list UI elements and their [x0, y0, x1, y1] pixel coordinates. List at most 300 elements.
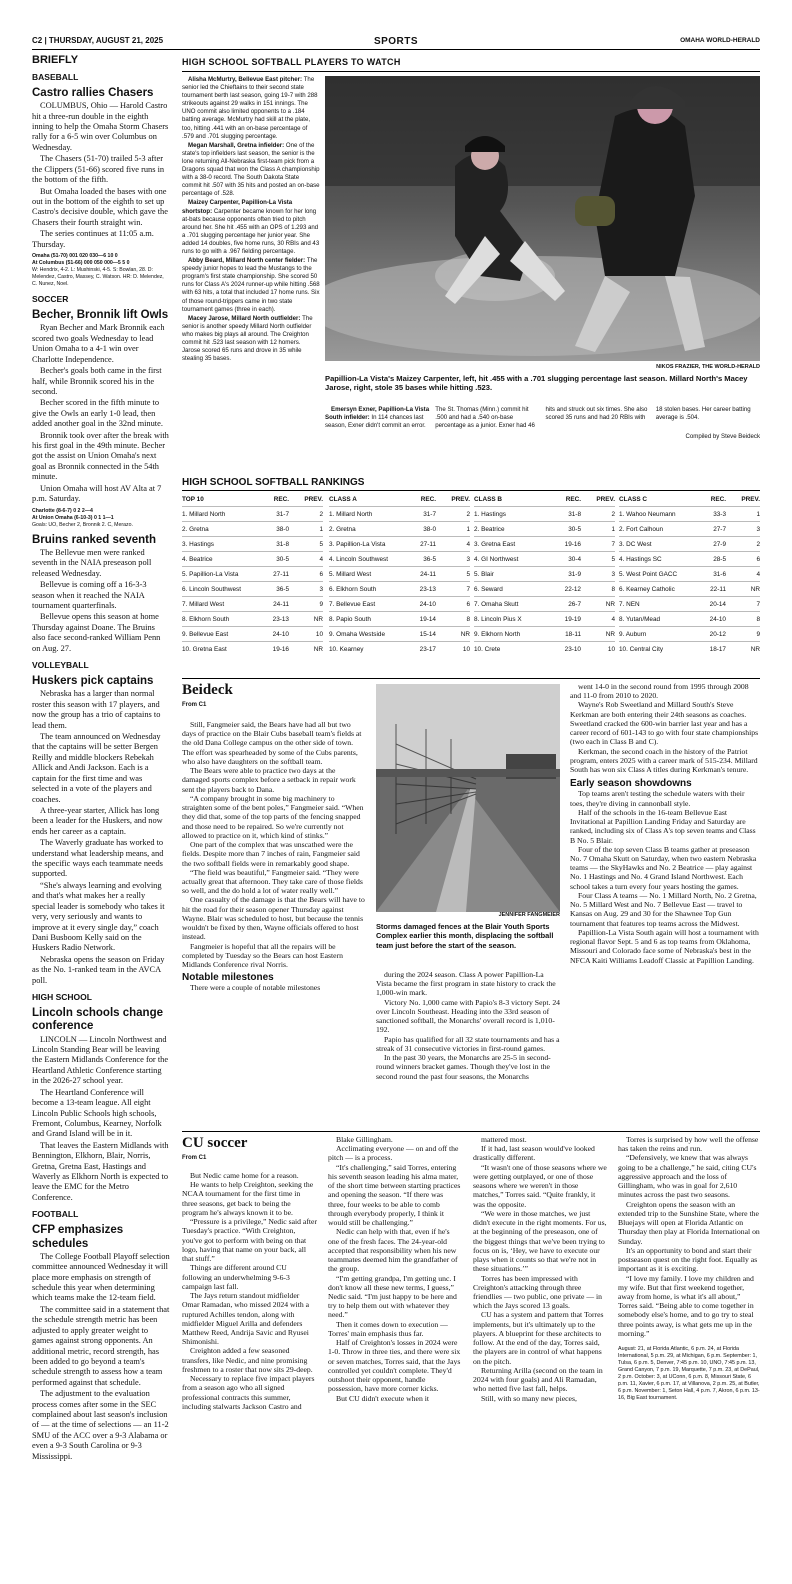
- team-record: 20-12: [709, 630, 726, 638]
- rec-header: REC.: [420, 496, 436, 503]
- beideck-text-3: [570, 682, 760, 774]
- beideck-text-2: [376, 970, 560, 1120]
- volleyball-story: [32, 689, 170, 986]
- ranking-row: [182, 641, 323, 656]
- soccer-headline: Becher, Bronnik lift Owls: [32, 309, 169, 322]
- team-name: 3. Hastings: [182, 540, 214, 548]
- beideck-col1: [182, 682, 365, 1122]
- team-record: 33-3: [713, 510, 726, 518]
- cu-col1: [182, 1135, 317, 1580]
- fence-photo: [376, 684, 560, 912]
- team-record: 36-5: [276, 585, 289, 593]
- highschool-story: [32, 1035, 170, 1204]
- ranking-row: [474, 596, 615, 611]
- paragraph: LINCOLN — Lincoln Northwest and Lincoln Standing Bear will be leaving the Eastern Midlands Conference for the Heartland Athletic Conference starting in the 2026-27 school year.: [32, 1034, 169, 1086]
- beideck-text-1: [182, 720, 365, 969]
- paragraph: Necessary to replace five impact players from a season ago who all signed professional contracts this summer, including stalwarts Jackson Castro and: [182, 1374, 315, 1411]
- ranking-row: [329, 506, 470, 521]
- ranking-row: [182, 581, 323, 596]
- ranking-row: [329, 611, 470, 626]
- team-name: 2. Beatrice: [474, 525, 505, 533]
- early-season-headline: Early season showdowns: [570, 778, 692, 790]
- player-text: One of the state's top infielders last season, the senior is the lone returning All-Nebraska first-team pick from a Dragons squad that won the Class A championship with a 38-0 record. The South Dakota State commit hit .507 with 35 hits and posted an on-base percentage of .528.: [182, 141, 320, 198]
- previous-rank: NR: [313, 615, 323, 623]
- player-text: The senior led the Chieftains to their second state tournament berth last season, going 19-7 with 288 strikeouts against 29 walks in 151 innings. The UNO commit also limited opponents to a .184 batting average. McMurtry had skill at the plate, too, hitting .441 with an on-base percentage of .579 and .701 slugging percentage.: [182, 76, 318, 140]
- notable-headline: Notable milestones: [182, 972, 274, 984]
- ranking-row: [329, 626, 470, 641]
- football-headline: CFP emphasizes schedules: [32, 1224, 124, 1250]
- team-record: 27-11: [273, 570, 289, 578]
- rec-header: REC.: [710, 496, 726, 503]
- paragraph: But Omaha loaded the bases with one out in the bottom of the eighth to set up Castro's decisive double, which gave the Chasers their fourth straight win.: [32, 186, 168, 227]
- highschool-label: HIGH SCHOOL: [32, 992, 92, 1003]
- team-name: 1. Hastings: [474, 510, 506, 518]
- previous-rank: NR: [313, 645, 323, 653]
- page-number: C2: [32, 36, 43, 45]
- team-name: 9. Omaha Westside: [329, 630, 386, 638]
- beideck-jump: From C1: [182, 702, 207, 708]
- cu-text-1: [182, 1171, 317, 1411]
- team-record: 30-5: [276, 555, 289, 563]
- team-name: 4. Beatrice: [182, 555, 213, 563]
- team-record: 20-14: [709, 600, 726, 608]
- softball-photo-caption: Papillion-La Vista's Maizey Carpenter, left, hit .455 with a .701 slugging percentage last season. Millard North's Macey Jarose, right, stole 35 bases while hitting .523.: [325, 374, 748, 393]
- previous-rank: 10: [462, 645, 470, 653]
- paragraph: “The field was beautiful,” Fangmeier said. “They were actually great that afternoon. They take care of those fields so well, and the do hold a lot of water really well.”: [182, 867, 363, 896]
- ranking-row: [619, 536, 760, 551]
- team-name: 6. Elkhorn South: [329, 585, 377, 593]
- ranking-table: [474, 493, 615, 658]
- team-name: 9. Auburn: [619, 630, 647, 638]
- paragraph: Still, with so many new pieces,: [481, 1393, 577, 1403]
- paragraph: mattered most.: [481, 1135, 527, 1144]
- ranking-row: [619, 626, 760, 641]
- previous-rank: 3: [611, 570, 615, 578]
- team-record: 18-17: [709, 645, 726, 653]
- paragraph: Nedic can help with that, even if he's one of the fresh faces. The 24-year-old accepted that responsibility when his new teammates deemed him the grandfather of the group.: [328, 1227, 458, 1274]
- team-name: 3. Gretna East: [474, 540, 516, 548]
- paragraph: Acclimating everyone — on and off the pitch — is a process.: [328, 1144, 459, 1163]
- paragraph: Bronnik took over after the break with his first goal in the 49th minute. Becher got the assist on Union Omaha's next goal as Bronnik connected in the 54th minute.: [32, 430, 169, 482]
- team-name: 2. Gretna: [182, 525, 209, 533]
- paragraph: “Pressure is a privilege,” Nedic said after Tuesday's practice. “With Creighton, you've got to perform with being on that logo, having that name on your back, all that stuff.”: [182, 1217, 317, 1264]
- team-name: 5. Millard West: [329, 570, 372, 578]
- beideck-col3: [570, 682, 760, 1122]
- team-name: 6. Lincoln Southwest: [182, 585, 241, 593]
- players-topic: HIGH SCHOOL SOFTBALL PLAYERS TO WATCH: [182, 57, 401, 67]
- player-text: The senior is another speedy Millard North outfielder who makes big plays all around. The Creighton commit hit .523 last season with 12 homers. Jarose scored 65 runs and drove in 35 while stealing 35 bases.: [182, 314, 313, 363]
- ranking-row: [474, 506, 615, 521]
- player-entry: [182, 142, 320, 199]
- paragraph: Returning Arilla (second on the team in 2024 with four goals) and Ali Ramadan, who netted five last fall, helps.: [473, 1365, 603, 1394]
- previous-rank: 3: [319, 585, 323, 593]
- paragraph: Bellevue is coming off a 16-3-3 season when it reached the NAIA tournament quarterfinals.: [32, 580, 147, 610]
- paragraph: Becher scored in the fifth minute to give the Owls an early 1-0 lead, then added another goal in the 32nd minute.: [32, 398, 163, 429]
- paragraph: The Jays return standout midfielder Omar Ramadan, who missed 2024 with a ruptured Achilles tendon, along with midfielder Miguel Arilla and defenders Matthew Reed, Andrija Savic and Ryusei Shimonishi.: [182, 1291, 310, 1347]
- paragraph: during the 2024 season. Class A power Papillion-La Vista became the first program in state history to crack the 1,000-win mark.: [376, 970, 556, 998]
- previous-rank: 7: [466, 585, 470, 593]
- player-entry: [182, 199, 320, 256]
- team-name: 7. Omaha Skutt: [474, 600, 519, 608]
- beideck-headline: Beideck: [182, 682, 233, 698]
- team-record: 18-11: [565, 630, 581, 638]
- team-name: 5. Blair: [474, 570, 494, 578]
- beideck-rule: [182, 678, 760, 679]
- previous-rank: 3: [466, 555, 470, 563]
- paragraph: The committee said in a statement that the schedule strength metric has been adjusted to apply greater weight to games against strong opponents. An additional metric, record strength, has been added to go beyond a team's schedule strength to assess how a team performed against that schedule.: [32, 1304, 170, 1387]
- cu-col4: [618, 1135, 760, 1580]
- ranking-table: [329, 493, 470, 658]
- team-record: 30-5: [568, 525, 581, 533]
- ranking-row: [329, 521, 470, 536]
- team-name: 9. Elkhorn North: [474, 630, 521, 638]
- paragraph: Then it comes down to execution — Torres' main emphasis thus far.: [328, 1319, 448, 1338]
- section-name: SPORTS: [373, 36, 419, 47]
- volleyball-label: VOLLEYBALL: [32, 660, 89, 671]
- paragraph: “Defensively, we knew that was always going to be a challenge,” he said, citing CU's aggressive approach and the loss of Gillingham, who was in goal for 2,610 minutes across the past two seasons.: [618, 1153, 757, 1200]
- paragraph: The Waverly graduate has worked to understand what leadership means, and the specific ways each teammate needs supported.: [32, 838, 164, 879]
- paragraph: In the past 30 years, the Monarchs are 25-5 in second-round winners bracket games. Though they've lost in the second round the past four seasons, the Monarchs: [376, 1053, 551, 1081]
- ranking-row: [182, 551, 323, 566]
- team-record: 24-11: [273, 600, 289, 608]
- paragraph: It's an opportunity to bond and start their postseason quest on the right foot. Equally as important as it is exciting.: [618, 1245, 758, 1274]
- paragraph: Things are different around CU following an underwhelming 9-6-3 campaign last fall.: [182, 1263, 290, 1291]
- previous-rank: 8: [466, 615, 470, 623]
- paragraph: Papillion-La Vista South again will host a tournament with regional flavor Sept. 5 and 6 as top teams from Oklahoma, Missouri and Colorado face some of Nebraska's best in the NFCA Kaiti Williams Leadoff Classic at Papillion Landing.: [570, 927, 759, 965]
- previous-rank: 4: [466, 540, 470, 548]
- team-name: 6. Kearney Catholic: [619, 585, 675, 593]
- paper-name: OMAHA WORLD-HERALD: [680, 37, 760, 44]
- previous-rank: 9: [319, 600, 323, 608]
- player-name: Abby Beard, Millard North center fielder:: [188, 257, 307, 265]
- baseball-boxscore: Omaha (51-70) 001 020 030—6 10 0 At Columbus (51-66) 000 050 000—5 5 0 W: Hendrix, 4-2. L: Mushinski, 4-5. S: Bowlan, 28. D: Melendez, Castro, Massey, C. Watson. HR: D. Melendez, C. Nunez, Noel.: [32, 253, 164, 288]
- paragraph: went 14-0 in the second round from 1995 through 2008 and 11-0 from 2010 to 2020.: [570, 682, 749, 701]
- briefly-label: BRIEFLY: [32, 54, 79, 66]
- player-text: In 114 chances last season, Exner didn't commit an error. The St. Thomas (Minn.) commit hit .500 and had a .540 on-base percentage as a junior. Exner had 46 hits and struck out six times. She also scored 35 runs and had 20 RBIs with 18 stolen bases. Her career batting average is .504.: [325, 406, 751, 430]
- paragraph: Torres has been impressed with Creighton's attacking through three friendlies — two public, one private — in which the Jays scored 13 goals.: [473, 1273, 602, 1311]
- previous-rank: 6: [466, 600, 470, 608]
- previous-rank: 10: [315, 630, 323, 638]
- ranking-row: [329, 551, 470, 566]
- previous-rank: 2: [319, 510, 323, 518]
- paragraph: Still, Fangmeier said, the Bears have had all but two days of practice on the Blair Cubs baseball team's fields at the old Dana College campus on the other side of town. The effort was spearheaded by some of the Cubs parents, who also have daughters on the softball team.: [182, 720, 362, 766]
- player-name: Alisha McMurtry, Bellevue East pitcher:: [188, 76, 304, 83]
- paragraph: “I love my family. I love my children and my wife. But that first weekend together, away from home, is what it's all about,” Torres said. “Being able to come together in somebody else's home, and to go try to steal three points away, is what gets me up in the morning.”: [618, 1273, 754, 1338]
- ranking-row: [474, 521, 615, 536]
- ranking-row: [474, 641, 615, 656]
- ranking-row: [474, 536, 615, 551]
- paragraph: The Heartland Conference will become a 13-team league. All eight Lincoln Public Schools high schools, Fremont, Columbus, Kearney, Norfolk and Grand Island will be in it.: [32, 1087, 162, 1139]
- team-record: 24-10: [709, 615, 726, 623]
- softball-photo-art: [325, 76, 760, 361]
- paragraph: Bellevue opens this season at home Thursday against Doane. The Bruins also face second-ranked William Penn on Aug. 27.: [32, 612, 161, 653]
- team-record: 23-13: [419, 585, 436, 593]
- team-name: 10. Crete: [474, 645, 501, 653]
- cu-text-3: [473, 1135, 607, 1580]
- previous-rank: NR: [605, 630, 615, 638]
- team-name: 1. Millard North: [329, 510, 373, 518]
- paragraph: Becher's goals both came in the first half, while Bronnik scored his in the second.: [32, 366, 162, 396]
- ranking-row: [182, 521, 323, 536]
- team-record: 38-0: [276, 525, 289, 533]
- team-record: 31-9: [568, 570, 581, 578]
- team-record: 19-16: [272, 645, 289, 653]
- ranking-header: [329, 493, 470, 506]
- ranking-row: [329, 641, 470, 656]
- ranking-row: [182, 506, 323, 521]
- ranking-class-name: CLASS B: [474, 496, 503, 503]
- previous-rank: 6: [756, 555, 760, 563]
- team-record: 15-14: [419, 630, 436, 638]
- previous-rank: 4: [756, 570, 760, 578]
- team-name: 5. West Point GACC: [619, 570, 678, 578]
- players-column: [182, 76, 320, 406]
- volleyball-headline: Huskers pick captains: [32, 675, 154, 688]
- team-record: 24-10: [272, 630, 289, 638]
- paragraph: Top teams aren't testing the schedule waters with their toes, they're diving in cannonball style.: [570, 789, 745, 808]
- player-text: The speedy junior hopes to lead the Mustangs to the program's first state championship. She scored 50 runs for Class A's 2024 runner-up while hitting .568 with 63 hits, a total that included 17 home runs. Six of those round-trippers came in two state tournament games (three in each).: [182, 257, 320, 313]
- bruins-story: [32, 548, 170, 654]
- ranking-row: [182, 626, 323, 641]
- prev-header: PREV.: [304, 496, 323, 503]
- softball-photo: [325, 76, 760, 361]
- team-name: 7. Millard West: [182, 600, 225, 608]
- ranking-row: [474, 581, 615, 596]
- team-name: 3. DC West: [619, 540, 652, 548]
- previous-rank: 1: [466, 525, 470, 533]
- prev-header: PREV.: [741, 496, 760, 503]
- team-record: 28-5: [713, 555, 726, 563]
- paragraph: Blake Gillingham.: [336, 1135, 393, 1144]
- paragraph: “It wasn't one of those seasons where we were getting outplayed, or one of those seasons where we weren't in those matches,” Torres said. “Quite frankly, it was the opposite.: [473, 1162, 607, 1209]
- paragraph: “We were in those matches, we just didn't execute in the right moments. For us, at the beginning of the preseason, one of the biggest things that we've been trying to focus on is, ‘Hey, we have to execute our plays when it counts so that we're not in these situations.’”: [473, 1208, 607, 1274]
- paragraph: Fangmeier is hopeful that all the repairs will be completed by Tuesday so the Bears can host Eastern Midlands Conference rival Norris.: [182, 941, 343, 970]
- paragraph: The adjustment to the evaluation process comes after some in the SEC complained about last season's inclusion of — at the time of selections — an 11-2 SMU of the ACC over a 9-3 Alabama or even a 9-3 South Carolina or 9-3 Mississippi.: [32, 1389, 169, 1461]
- paragraph: The College Football Playoff selection committee announced Wednesday it will place more emphasis on strength of schedule this year when determining which teams make the 12-team field.: [32, 1251, 170, 1303]
- previous-rank: 7: [756, 600, 760, 608]
- previous-rank: 7: [611, 540, 615, 548]
- paragraph: The series continues at 11:05 a.m. Thursday.: [32, 229, 154, 249]
- page-header: C2 | THURSDAY, AUGUST 21, 2025 SPORTS OMAHA WORLD-HERALD: [32, 36, 760, 50]
- paragraph: “She's always learning and evolving and that's what makes her a really special leader is somebody who takes it very, very seriously and wants to improve at it every single day,” coach Dani Busboom Kelly said on the Huskers Radio Network.: [32, 880, 165, 953]
- paragraph: If it had, last season would've looked drastically different.: [473, 1144, 595, 1163]
- soccer-boxscore: Charlotte (8-6-7) 0 2 2—4 At Union Omaha (6-10-3) 0 1 1—1 Goals: UO, Becher 2, Bronnik 2. C, Merazo.: [32, 507, 133, 528]
- team-record: 31-7: [423, 510, 436, 518]
- ranking-row: [329, 566, 470, 581]
- paragraph: Papio has qualified for all 32 state tournaments and has a streak of 31 consecutive victories in first-round games.: [376, 1034, 560, 1053]
- team-record: 31-6: [713, 570, 726, 578]
- team-record: 19-16: [564, 540, 581, 548]
- team-record: 23-13: [272, 615, 289, 623]
- prev-header: PREV.: [596, 496, 615, 503]
- team-record: 23-17: [419, 645, 436, 653]
- highschool-headline: Lincoln schools change conference: [32, 1007, 163, 1033]
- paragraph: But CU didn't execute when it: [336, 1393, 429, 1403]
- previous-rank: 1: [319, 525, 323, 533]
- player-entry: [182, 76, 320, 141]
- previous-rank: 9: [756, 630, 760, 638]
- ranking-row: [619, 596, 760, 611]
- team-name: 4. Lincoln Southwest: [329, 555, 388, 563]
- paragraph: The Bellevue men were ranked seventh in the NAIA preseason poll released Wednesday.: [32, 547, 152, 578]
- team-name: 9. Bellevue East: [182, 630, 229, 638]
- previous-rank: 4: [319, 555, 323, 563]
- ranking-row: [474, 611, 615, 626]
- previous-rank: 8: [611, 585, 615, 593]
- cu-rule: [182, 1131, 760, 1132]
- previous-rank: 3: [756, 525, 760, 533]
- team-name: 5. Papillion-La Vista: [182, 570, 239, 578]
- team-name: 4. GI Northwest: [474, 555, 519, 563]
- team-record: 31-8: [568, 510, 581, 518]
- team-name: 6. Seward: [474, 585, 503, 593]
- soccer-label: SOCCER: [32, 294, 69, 305]
- ranking-row: [619, 566, 760, 581]
- ranking-class-name: TOP 10: [182, 496, 204, 503]
- previous-rank: 5: [611, 555, 615, 563]
- player-name: Maizey Carpenter, Papillion-La Vista shortstop:: [182, 199, 293, 215]
- paragraph: Half of Creighton's losses in 2024 were 1-0. Throw in three ties, and there were six or seven matches, Torres said, that the Jays controlled yet couldn't complete. They'd outshoot their opponent, handle possession, have more corner kicks.: [328, 1338, 461, 1394]
- team-name: 7. NEN: [619, 600, 640, 608]
- ranking-header: [619, 493, 760, 506]
- ranking-row: [619, 641, 760, 656]
- ranking-row: [619, 581, 760, 596]
- paragraph: Nebraska opens the season on Friday as the No. 1-ranked team in the AVCA poll.: [32, 954, 165, 985]
- previous-rank: 4: [611, 615, 615, 623]
- team-record: 31-8: [276, 540, 289, 548]
- previous-rank: 8: [756, 615, 760, 623]
- page-date: THURSDAY, AUGUST 21, 2025: [48, 36, 164, 45]
- team-record: 19-19: [564, 615, 581, 623]
- cu-schedule: August: 21, at Florida Atlantic, 6 p.m. 24, at Florida International, 5 p.m. 29, at Michigan, 6 p.m. September: 1, Tulsa, 6 p.m. 5, Denver, 7:45 p.m. 10, UNO, 7:45 p.m. 13, Grand Canyon, 7 p.m. 19, Marquette, 7 p.m. 23, at DePaul, 2 p.m. October: 3, at UConn, 6 p.m. 8, Missouri State, 6 p.m. 11, Xavier, 6 p.m. 17, at Villanova, 2 p.m. 25, at Butler, 6 p.m. November: 1, Seton Hall, 4 p.m. 7, Akron, 6 p.m. 13-16, Big East tournament.: [618, 1346, 760, 1402]
- paragraph: “A company brought in some big machinery to straighten some of the bent poles,” Fangmeier said. “When they did that, some of the top parts of the fencing snapped and those need to be repaired. So we're currently not allowed to practice on it, which kind of stinks.”: [182, 793, 364, 840]
- player-entry: [325, 406, 760, 430]
- team-name: 2. Fort Calhoun: [619, 525, 664, 533]
- team-name: 10. Gretna East: [182, 645, 227, 653]
- paragraph: The team announced on Wednesday that the captains will be setter Bergen Reilly and middle blockers Rebekah Allick and Andi Jackson. Each is a captain for the first time and was selected in a vote of the players and coaches.: [32, 731, 161, 804]
- rankings-title: HIGH SCHOOL SOFTBALL RANKINGS: [182, 477, 365, 488]
- paragraph: Victory No. 1,000 came with Papio's 8-3 victory Sept. 24 over Lincoln Southeast. Heading into the 33rd season of sanctioned softball, the Monarchs' overall record is 1,010-192.: [376, 997, 560, 1035]
- player-entry: [182, 257, 320, 314]
- team-record: 23-10: [564, 645, 581, 653]
- previous-rank: 2: [756, 540, 760, 548]
- fence-photo-credit: JENNIFER FANGMEIER: [498, 912, 560, 918]
- team-record: 27-9: [713, 540, 726, 548]
- cu-text-4: [618, 1135, 760, 1338]
- paragraph: COLUMBUS, Ohio — Harold Castro hit a three-run double in the eighth inning to help the Omaha Storm Chasers rally for a 6-5 win over Columbus on Wednesday.: [32, 101, 169, 152]
- team-name: 8. Papio South: [329, 615, 371, 623]
- fence-photo-art: [376, 684, 560, 912]
- previous-rank: NR: [750, 645, 760, 653]
- rankings-rule: [182, 490, 760, 491]
- fence-photo-caption: Storms damaged fences at the Blair Youth Sports Complex earlier this month, displacing the softball team just before the start of the season.: [376, 922, 554, 950]
- paragraph: CU has a system and pattern that Torres implements, but it's ultimately up to the players. A blueprint for these architects to follow. At the end of the day, Torres said, the players are in control of what happens on the pitch.: [473, 1310, 604, 1366]
- ranking-row: [182, 566, 323, 581]
- softball-photo-credit: NIKOS FRAZIER, THE WORLD-HERALD: [656, 364, 760, 370]
- football-story: [32, 1252, 170, 1462]
- team-record: 19-14: [419, 615, 436, 623]
- players-rule: [182, 71, 760, 72]
- previous-rank: NR: [750, 585, 760, 593]
- notable-text: There were a couple of notable milestones: [190, 983, 321, 993]
- team-record: 26-7: [568, 600, 581, 608]
- ranking-row: [329, 536, 470, 551]
- briefly-column: [32, 54, 170, 1579]
- paragraph: The Bears were able to practice two days at the damaged sports complex before a setback in repair work sent the players back to Dana.: [182, 766, 356, 794]
- previous-rank: 10: [607, 645, 615, 653]
- team-name: 1. Wahoo Neumann: [619, 510, 676, 518]
- paragraph: Creighton added a few seasoned transfers, like Nedic, and nine promising freshmen to a roster that now sits 29-deep.: [182, 1346, 313, 1374]
- team-name: 10. Kearney: [329, 645, 364, 653]
- paragraph: He wants to help Creighton, seeking the NCAA tournament for the first time in three seasons, get back to being the program he's always known it to be.: [182, 1180, 314, 1217]
- previous-rank: NR: [605, 600, 615, 608]
- paragraph: Union Omaha will host AV Alta at 7 p.m. Saturday.: [32, 483, 162, 504]
- team-record: 24-11: [420, 570, 436, 578]
- ranking-row: [474, 566, 615, 581]
- beideck-text-4: [570, 789, 760, 964]
- paragraph: Half of the schools in the 16-team Bellevue East Invitational at Papillion Landing Friday and Saturday are ranked, including six of Class A's top seven teams and Class B No. 5 Blair.: [570, 807, 756, 845]
- team-record: 22-12: [564, 585, 581, 593]
- team-record: 22-11: [710, 585, 726, 593]
- team-name: 7. Bellevue East: [329, 600, 376, 608]
- previous-rank: 1: [611, 525, 615, 533]
- team-name: 2. Gretna: [329, 525, 356, 533]
- team-name: 8. Elkhorn South: [182, 615, 230, 623]
- prev-header: PREV.: [451, 496, 470, 503]
- ranking-row: [619, 551, 760, 566]
- ranking-table: [619, 493, 760, 658]
- cu-text-2: [328, 1135, 462, 1580]
- paragraph: Nebraska has a larger than normal roster this season with 17 players, and now the group has a trio of captains to lead them.: [32, 689, 161, 730]
- ranking-class-name: CLASS A: [329, 496, 357, 503]
- ranking-class-name: CLASS C: [619, 496, 648, 503]
- paragraph: “I'm getting grandpa, I'm getting unc. I don't know all these new terms, I guess,” Nedic said. “I'm just happy to be here and try to help them out with whatever they need.”: [328, 1273, 457, 1320]
- players-compiled: Compiled by Steve Beideck: [685, 433, 760, 440]
- player-text: Carpenter became known for her long at-bats because opponents often tried to pitch around her. She hit .455 with an OPS of 1.293 and a .701 slugging percentage her junior year. She added 14 doubles, five home runs, 30 RBIs and 43 runs to go with a .967 fielding percentage.: [182, 207, 320, 255]
- ranking-row: [474, 551, 615, 566]
- paragraph: A three-year starter, Allick has long been a leader for the Huskers, and now ends her career as a captain.: [32, 805, 163, 836]
- ranking-row: [182, 596, 323, 611]
- team-record: 27-7: [713, 525, 726, 533]
- ranking-row: [329, 596, 470, 611]
- team-record: 24-10: [419, 600, 436, 608]
- paragraph: Creighton opens the season with an extended trip to the Sunshine State, where the Bluejays will open at Florida Atlantic on Thursday then play at Florida International on Sunday.: [618, 1199, 760, 1246]
- paragraph: One part of the complex that was unscathed were the fields. Despite more than 7 inches of rain, Fangmeier said the two softball fields were in remarkably good shape.: [182, 840, 360, 868]
- baseball-story: [32, 101, 170, 250]
- previous-rank: 2: [611, 510, 615, 518]
- paragraph: “It's challenging,” said Torres, entering his seventh season leading his alma mater, of the short time between starting practices and opening the season. “If there was three, four weeks to be able to comb through everybody properly, I think it would still be challenging.”: [328, 1162, 461, 1228]
- ranking-table: [182, 493, 323, 658]
- team-name: 8. Yutan/Mead: [619, 615, 661, 623]
- team-record: 30-4: [568, 555, 581, 563]
- previous-rank: 6: [319, 570, 323, 578]
- ranking-row: [619, 521, 760, 536]
- ranking-row: [182, 536, 323, 551]
- ranking-header: [474, 493, 615, 506]
- team-name: 4. Hastings SC: [619, 555, 662, 563]
- rec-header: REC.: [273, 496, 289, 503]
- ranking-row: [474, 626, 615, 641]
- ranking-row: [329, 581, 470, 596]
- ranking-header: [182, 493, 323, 506]
- cu-headline: CU soccer: [182, 1135, 248, 1151]
- previous-rank: NR: [460, 630, 470, 638]
- bruins-headline: Bruins ranked seventh: [32, 533, 156, 546]
- team-record: 38-0: [423, 525, 436, 533]
- paragraph: Kerkman, the second coach in the history of the Patriot program, enters 2025 with a career mark of 515-234. Millard South has won six Class A titles during Kerkman's tenure.: [570, 746, 758, 775]
- player-name: Emersyn Exner, Papillion-La Vista South infielder:: [325, 406, 430, 422]
- ranking-row: [619, 611, 760, 626]
